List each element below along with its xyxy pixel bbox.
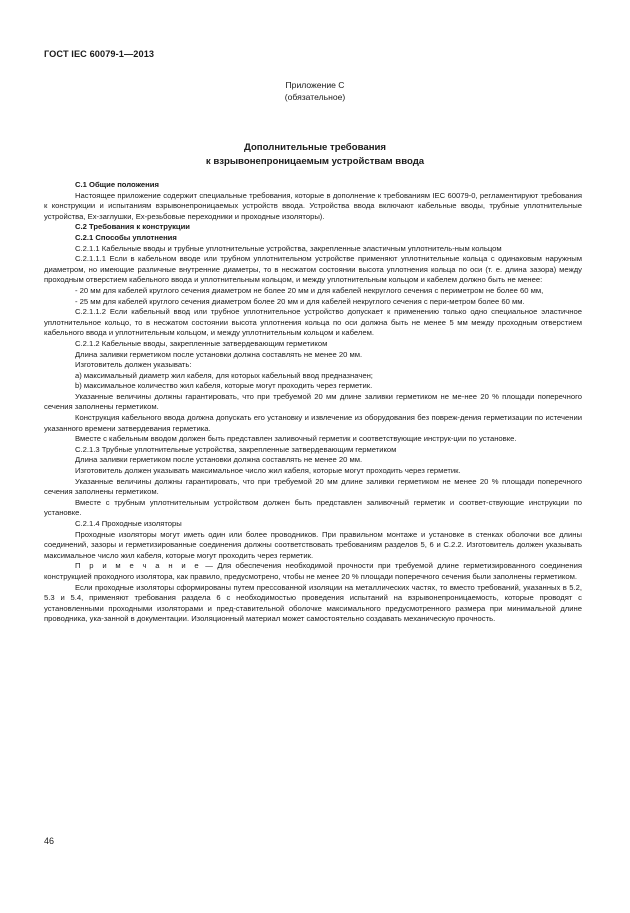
paragraph: Конструкция кабельного ввода должна допускать его установку и извлечение из оборудования без повреж-дения герметизации по истечении указанного времени затвердевания герметика. (44, 413, 582, 433)
appendix-status: (обязательное) (284, 92, 346, 102)
clause-title: С.2.1.1 Кабельные вводы и трубные уплотнительные устройства, закрепленные эластичным уплотнитель-ным кольцом (75, 243, 502, 253)
paragraph: Вместе с кабельным вводом должен быть представлен заливочный герметик и соответствующие инструк-ции по установке. (75, 434, 517, 444)
list-item: - 25 мм для кабелей круглого сечения диаметром более 20 мм и для кабелей некруглого сечения с пери-метром более 60 мм. (75, 296, 525, 306)
section-heading: С.1 Общие положения (75, 180, 159, 189)
paragraph: Вместе с трубным уплотнительным устройством должен быть представлен заливочный герметик и соответ-ствующие инструкции по установке. (44, 497, 582, 518)
list-item: - 20 мм для кабелей круглого сечения диаметром не более 20 мм и для кабелей некруглого сечения с периметром не более 60 мм, (75, 285, 544, 295)
title-line-2: к взрывонепроницаемым устройствам ввода (205, 156, 425, 167)
page-number: 46 (44, 836, 55, 846)
subsection-heading: С.2.1 Способы уплотнения (75, 232, 177, 242)
paragraph: Указанные величины должны гарантировать, что при требуемой 20 мм длине заливки герметиком не ме-нее 20 % площади поперечного сечения заполнены герметиком. (44, 391, 582, 412)
paragraph: Если проходные изоляторы сформированы путем прессованной изоляции на металлических частях, то вместо требований, указанных в 5.2, 5.3 и 5.4, применяют требования раздела 6 с необходимостью проведения испытаний на взрывонепроницаемость, которые проводят с установленными проходными изоляторами и пред-ставительной оболочке максимального предусмотренного размера при минимальной длине проводника, ука-занной в документации. Изоляционный материал может самостоятельно создавать механическую прочность. (44, 582, 582, 624)
appendix-label: Приложение С (285, 80, 345, 90)
section-heading: С.2 Требования к конструкции (75, 222, 191, 232)
paragraph: Длина заливки герметиком после установки должна составлять не менее 20 мм. (75, 349, 363, 359)
paragraph: Проходные изоляторы могут иметь один или более проводников. При правильном монтаже и установке в стенках оболочки все длины соединений, зазоры и герметизированные соединения должны соответствовать требованиям разделов 5, 6 и С.2.2. Изготовитель должен указывать максимальное число жил кабеля, которые могут проходить через герметик. (44, 529, 582, 560)
paragraph: Настоящее приложение содержит специальные требования, которые в дополнение к требованиям IEC 60079-0, регламентируют требования к конструкции и испытаниям взрывонепроницаемых устройств ввода. Устройства ввода включают кабельные вводы, трубные уплотнительные устройства, Ex-заглушки, Ex-резьбовые переходники и проходные изоляторы). (44, 190, 582, 221)
appendix-title (0, 141, 630, 169)
clause-title: С.2.1.4 Проходные изоляторы (75, 519, 182, 528)
list-item: а) максимальный диаметр жил кабеля, для которых кабельный ввод предназначен; (75, 370, 373, 380)
paragraph: Изготовитель должен указывать максимальное число жил кабеля, которые могут проходить через герметик. (75, 466, 461, 476)
paragraph: С.2.1.1.2 Если кабельный ввод или трубное уплотнительное устройство допускает к применению только одно специальное эластичное уплотнительное кольцо, то в несжатом состоянии высота уплотнения кольца по оси должна быть не менее 5 мм между проходным отверстием кабельного ввода и уплотнительным кольцом, и между уплотнительным кольцом и кабелем. (44, 307, 582, 338)
note (44, 561, 582, 582)
list-item: b) максимальное количество жил кабеля, которые могут проходить через герметик. (75, 381, 373, 391)
clause-title: С.2.1.2 Кабельные вводы, закрепленные затвердевающим герметиком (75, 338, 328, 348)
paragraph: Изготовитель должен указывать: (75, 360, 192, 370)
document-body (44, 180, 582, 625)
paragraph: Указанные величины должны гарантировать, что при требуемой 20 мм длине заливки герметиком не менее 20 % площади поперечного сечения заполнены герметиком. (44, 476, 582, 497)
paragraph: Длина заливки герметиком после установки должна составлять не менее 20 мм. (75, 455, 363, 465)
note-text: — Для обеспечения необходимой прочности при требуемой длине герметизированного соединения конструкцией проходного изолятора, как правило, предусмотрено, чтобы не менее 20 % площади поперечного сечения были заполнены герметиком. (44, 561, 582, 581)
document-header: ГОСТ IEC 60079-1—2013 (44, 49, 155, 59)
title-line-1: Дополнительные требования (244, 142, 386, 153)
paragraph: С.2.1.1.1 Если в кабельном вводе или трубном уплотнительном устройстве применяют уплотнительные кольца с одинаковым наружным диаметром, но имеющие различные внутренние диаметры, то в несжатом состоянии высота уплотнения кольца по оси (т. е. длина зазора) между проходным отверстием кабельного ввода и уплотнительным кольцом, и между уплотнительным кольцом и кабелем должно быть не менее: (44, 254, 582, 285)
clause-title: С.2.1.3 Трубные уплотнительные устройства, закрепленные затвердевающим герметиком (75, 444, 397, 454)
note-label: П р и м е ч а н и е (75, 561, 201, 571)
